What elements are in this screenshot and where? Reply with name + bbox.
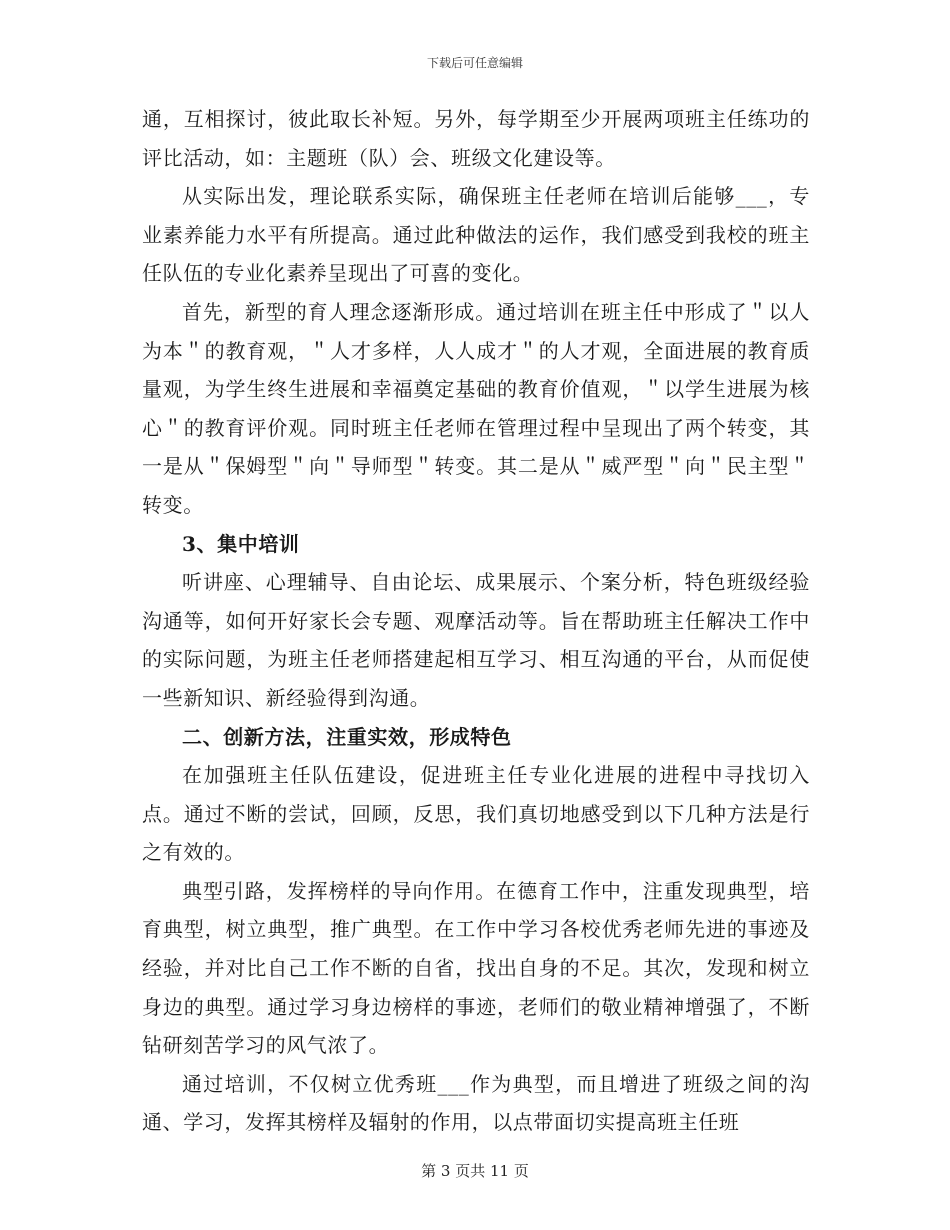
document-body <box>142 100 810 1142</box>
paragraph: 通过培训，不仅树立优秀班___作为典型，而且增进了班级之间的沟通、学习，发挥其榜样及辐射的作用，以点带面切实提高班主任班 <box>142 1071 810 1135</box>
paragraph: 首先，新型的育人理念逐渐形成。通过培训在班主任中形成了＂以人为本＂的教育观，＂人才多样，人人成才＂的人才观，全面进展的教育质量观，为学生终生进展和幸福奠定基础的教育价值观，＂以学生进展为核心＂的教育评价观。同时班主任老师在管理过程中呈现出了两个转变，其一是从＂保姆型＂向＂导师型＂转变。其二是从＂威严型＂向＂民主型＂转变。 <box>142 299 810 517</box>
page-footer: 第 3 页共 11 页 <box>421 1162 529 1180</box>
paragraph: 通，互相探讨，彼此取长补短。另外，每学期至少开展两项班主任练功的评比活动，如：主题班（队）会、班级文化建设等。 <box>142 107 810 170</box>
section-heading: 3、集中培训 <box>182 531 300 556</box>
paragraph: 从实际出发，理论联系实际，确保班主任老师在培训后能够___，专业素养能力水平有所提高。通过此种做法的运作，我们感受到我校的班主任队伍的专业化素养呈现出了可喜的变化。 <box>142 184 810 286</box>
paragraph: 在加强班主任队伍建设，促进班主任专业化进展的进程中寻找切入点。通过不断的尝试，回顾，反思，我们真切地感受到以下几种方法是行之有效的。 <box>142 763 810 865</box>
paragraph: 典型引路，发挥榜样的导向作用。在德育工作中，注重发现典型，培育典型，树立典型，推广典型。在工作中学习各校优秀老师先进的事迹及经验，并对比自己工作不断的自省，找出自身的不足。其次，发现和树立身边的典型。通过学习身边榜样的事迹，老师们的敬业精神增强了，不断钻研刻苦学习的风气浓了。 <box>142 878 810 1058</box>
page-header: 下载后可任意编辑 <box>426 56 523 70</box>
section-heading: 二、创新方法，注重实效，形成特色 <box>182 724 512 749</box>
paragraph: 听讲座、心理辅导、自由论坛、成果展示、个案分析，特色班级经验沟通等，如何开好家长会专题、观摩活动等。旨在帮助班主任解决工作中的实际问题，为班主任老师搭建起相互学习、相互沟通的平台，从而促使一些新知识、新经验得到沟通。 <box>142 570 810 710</box>
